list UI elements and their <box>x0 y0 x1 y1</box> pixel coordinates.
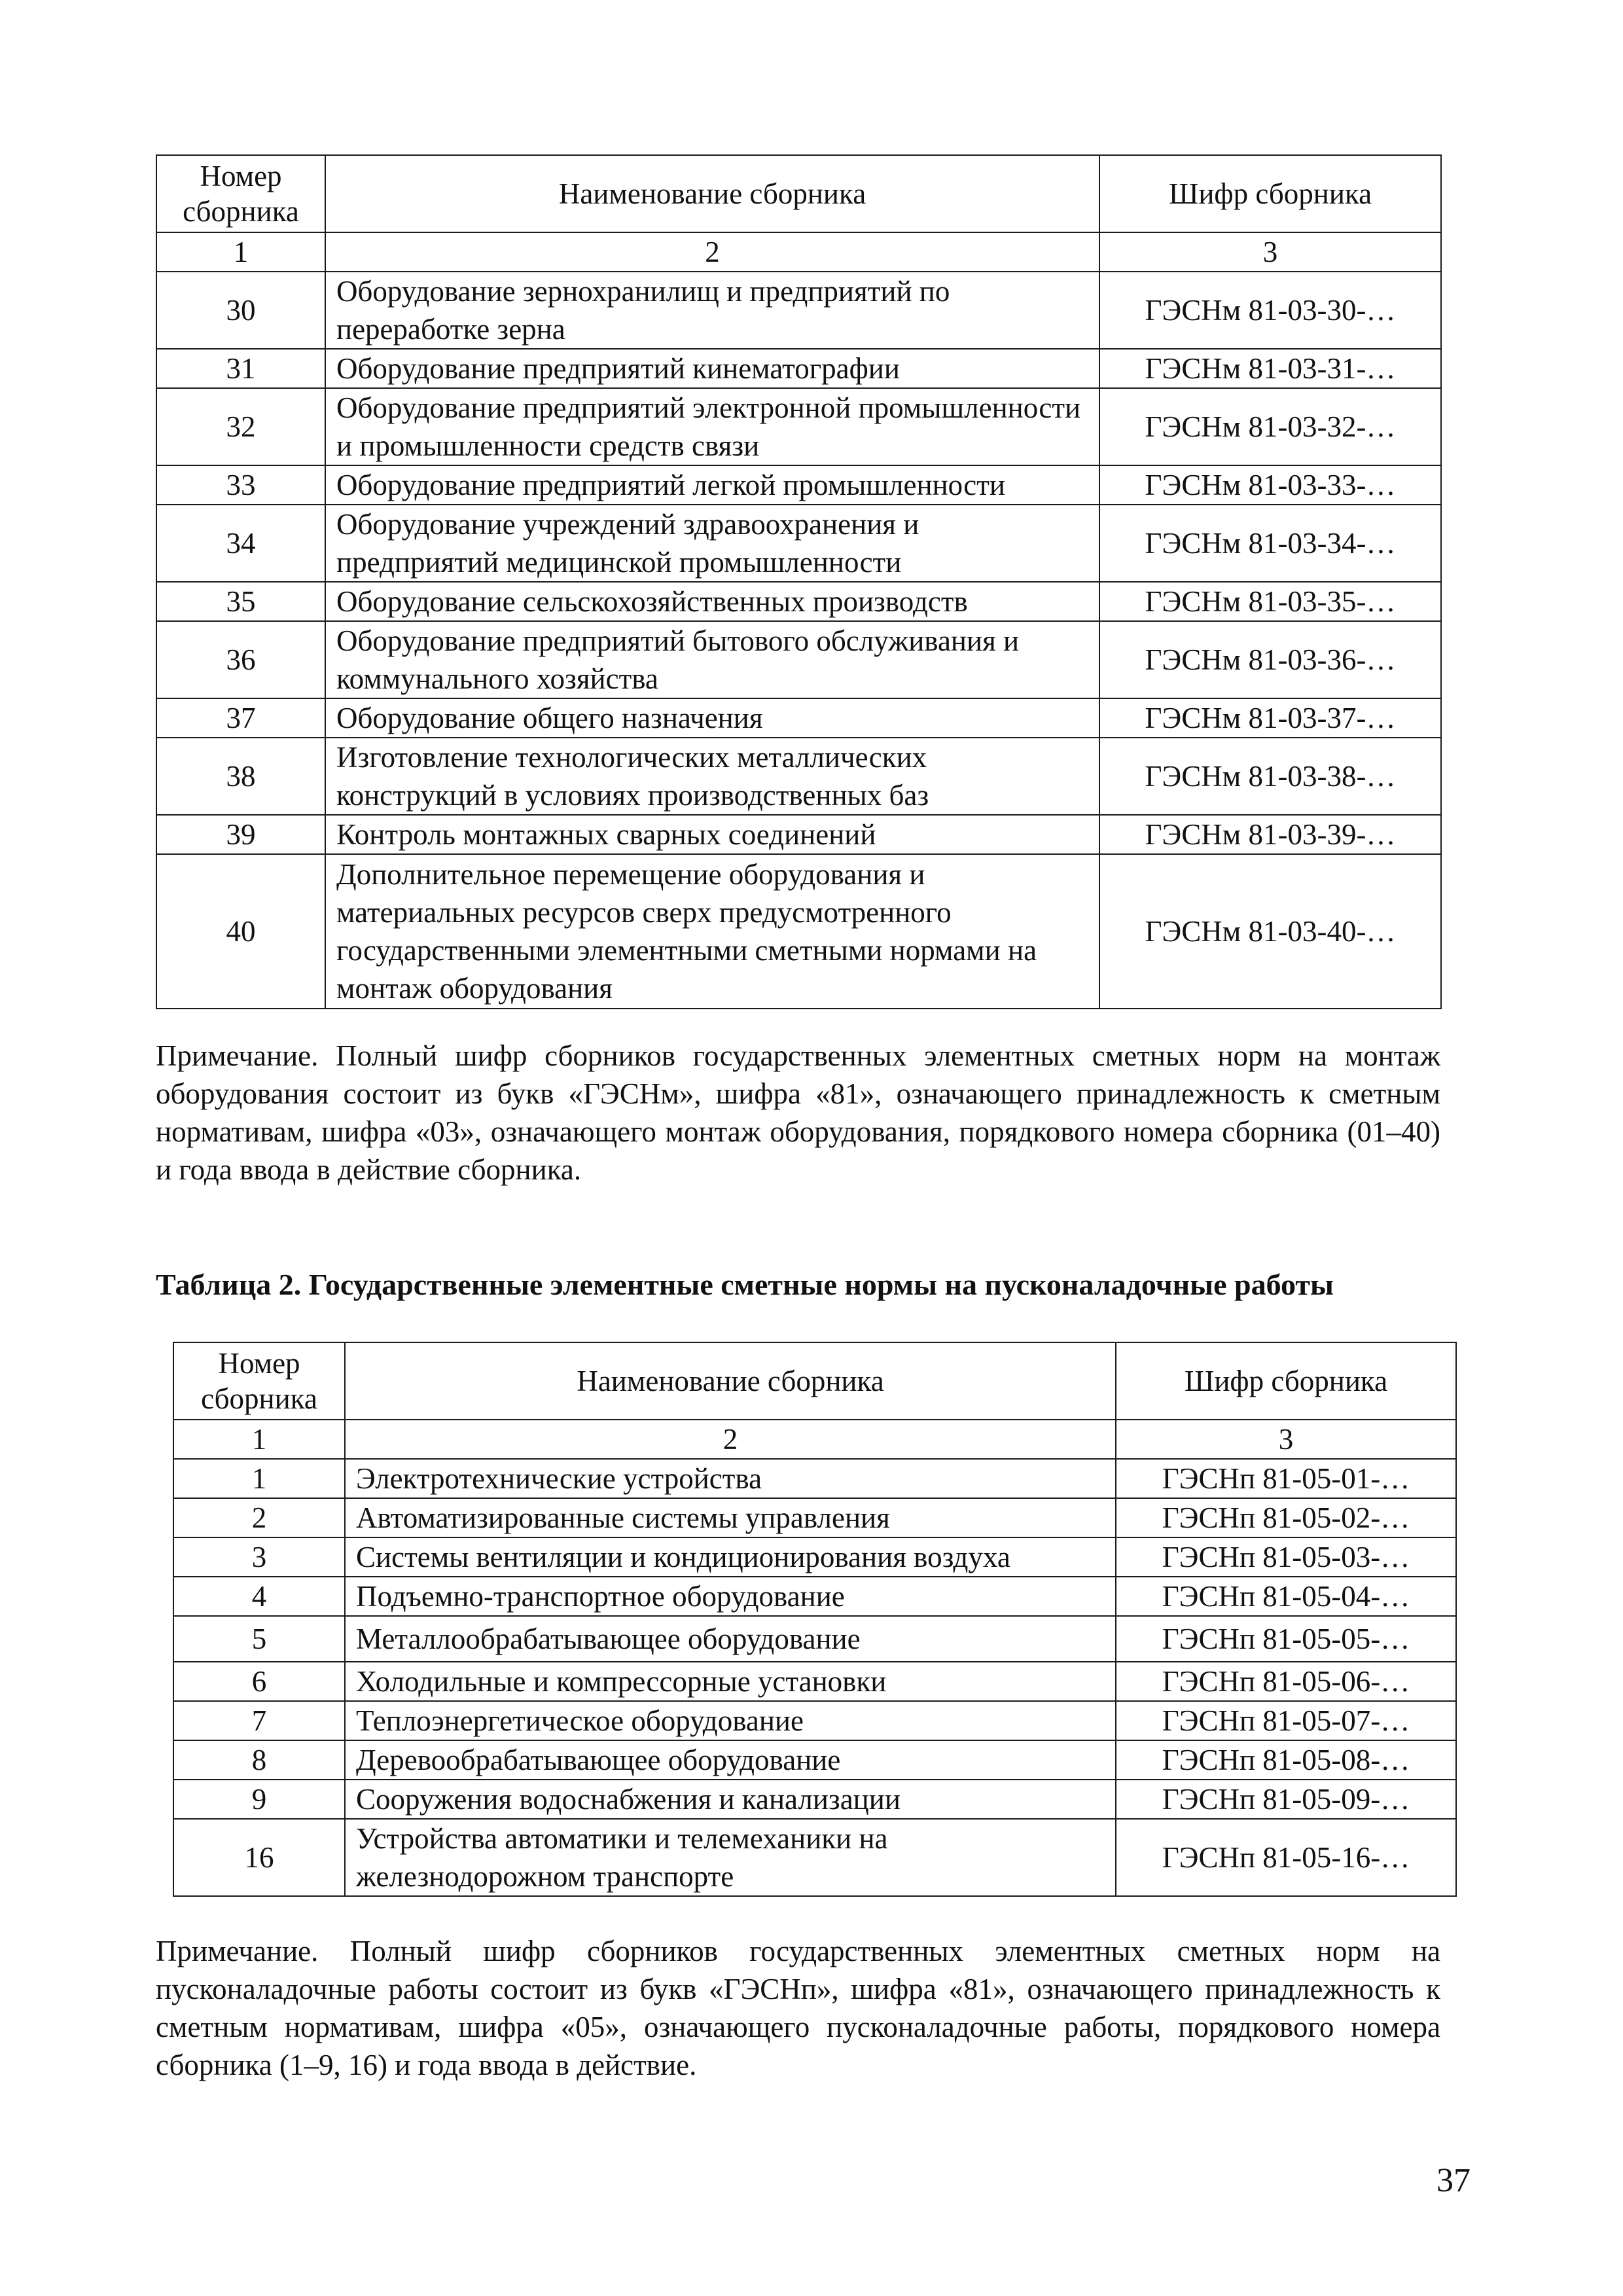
table-row <box>156 854 1441 1009</box>
row-code: ГЭСНп 81-05-01-… <box>1116 1459 1456 1498</box>
header-number: Номер сборника <box>156 155 325 232</box>
row-name: Автоматизированные системы управления <box>345 1498 1116 1537</box>
row-number: 31 <box>156 349 325 388</box>
table-equipment-installation <box>156 154 1442 1009</box>
row-name: Системы вентиляции и кондиционирования воздуха <box>345 1537 1116 1577</box>
row-code: ГЭСНп 81-05-06-… <box>1116 1662 1456 1701</box>
row-code: ГЭСНм 81-03-36-… <box>1099 621 1441 698</box>
table2-caption: Таблица 2. Государственные элементные сметные нормы на пусконаладочные работы <box>156 1268 1334 1301</box>
row-code: ГЭСНп 81-05-08-… <box>1116 1740 1456 1780</box>
row-name: Сооружения водоснабжения и канализации <box>345 1780 1116 1819</box>
row-number: 40 <box>156 854 325 1009</box>
row-code: ГЭСНм 81-03-35-… <box>1099 582 1441 621</box>
row-name: Оборудование предприятий бытового обслуживания и коммунального хозяйства <box>325 621 1099 698</box>
page-number: 37 <box>1436 2162 1471 2199</box>
table-row <box>156 465 1441 505</box>
row-code: ГЭСНм 81-03-32-… <box>1099 388 1441 465</box>
row-code: ГЭСНм 81-03-40-… <box>1099 854 1441 1009</box>
table-commissioning <box>173 1342 1457 1897</box>
table-row <box>173 1740 1456 1780</box>
row-number: 4 <box>173 1577 345 1616</box>
row-number: 3 <box>173 1537 345 1577</box>
row-name: Металлообрабатывающее оборудование <box>345 1616 1116 1662</box>
row-number: 33 <box>156 465 325 505</box>
header-name: Наименование сборника <box>345 1342 1116 1420</box>
row-number: 9 <box>173 1780 345 1819</box>
row-number: 6 <box>173 1662 345 1701</box>
row-code: ГЭСНп 81-05-02-… <box>1116 1498 1456 1537</box>
index-cell: 2 <box>325 232 1099 272</box>
row-code: ГЭСНм 81-03-39-… <box>1099 815 1441 854</box>
row-name: Оборудование предприятий кинематографии <box>325 349 1099 388</box>
row-name: Электротехнические устройства <box>345 1459 1116 1498</box>
table-row <box>173 1780 1456 1819</box>
index-cell: 3 <box>1099 232 1441 272</box>
row-name: Оборудование предприятий электронной промышленности и промышленности средств связи <box>325 388 1099 465</box>
row-number: 39 <box>156 815 325 854</box>
header-number: Номер сборника <box>173 1342 345 1420</box>
row-number: 38 <box>156 738 325 815</box>
note-text-block <box>156 1037 1440 1189</box>
table-row <box>156 505 1441 582</box>
row-number: 16 <box>173 1819 345 1896</box>
table-row <box>173 1616 1456 1662</box>
table-row <box>173 1701 1456 1740</box>
table-row <box>156 738 1441 815</box>
table-row <box>173 1819 1456 1896</box>
row-name: Подъемно-транспортное оборудование <box>345 1577 1116 1616</box>
note-table1 <box>156 1037 1440 1233</box>
table-row <box>156 272 1441 349</box>
row-name: Холодильные и компрессорные установки <box>345 1662 1116 1701</box>
note-text: Полный шифр сборников государственных элементных сметных норм на монтаж оборудования состоит из букв «ГЭСНм», шифра «81», означающего принадлежность к сметным нормативам, шифра «03», означающего монтаж оборудования, порядкового номера сборника (01–40) и года ввода в действие сборника. <box>156 1039 1440 1186</box>
note-label: Примечание. <box>156 1935 319 1967</box>
row-number: 5 <box>173 1616 345 1662</box>
row-code: ГЭСНм 81-03-31-… <box>1099 349 1441 388</box>
row-code: ГЭСНп 81-05-05-… <box>1116 1616 1456 1662</box>
row-number: 1 <box>173 1459 345 1498</box>
table-row <box>173 1459 1456 1498</box>
row-code: ГЭСНм 81-03-34-… <box>1099 505 1441 582</box>
row-code: ГЭСНм 81-03-30-… <box>1099 272 1441 349</box>
row-name: Оборудование учреждений здравоохранения и предприятий медицинской промышленности <box>325 505 1099 582</box>
row-code: ГЭСНп 81-05-16-… <box>1116 1819 1456 1896</box>
table-row <box>156 388 1441 465</box>
table-row <box>173 1537 1456 1577</box>
note-text: Полный шифр сборников государственных элементных сметных норм на пусконаладочные работы состоит из букв «ГЭСНп», шифра «81», означающего принадлежность к сметным нормативам, шифра «05», означающего пусконаладочные работы, порядкового номера сборника (1–9, 16) и года ввода в действие. <box>156 1935 1441 2081</box>
row-number: 30 <box>156 272 325 349</box>
table-row <box>156 698 1441 738</box>
row-name: Оборудование сельскохозяйственных производств <box>325 582 1099 621</box>
header-code: Шифр сборника <box>1099 155 1441 232</box>
row-number: 8 <box>173 1740 345 1780</box>
row-code: ГЭСНп 81-05-04-… <box>1116 1577 1456 1616</box>
table-row <box>156 349 1441 388</box>
table-row <box>156 582 1441 621</box>
row-code: ГЭСНп 81-05-03-… <box>1116 1537 1456 1577</box>
row-number: 35 <box>156 582 325 621</box>
header-name: Наименование сборника <box>325 155 1099 232</box>
row-code: ГЭСНп 81-05-09-… <box>1116 1780 1456 1819</box>
row-name: Оборудование зернохранилищ и предприятий по переработке зерна <box>325 272 1099 349</box>
table-row <box>173 1498 1456 1537</box>
row-number: 36 <box>156 621 325 698</box>
row-number: 2 <box>173 1498 345 1537</box>
note-label: Примечание. <box>156 1039 319 1072</box>
table-row <box>156 815 1441 854</box>
row-name: Устройства автоматики и телемеханики на железнодорожном транспорте <box>345 1819 1116 1896</box>
row-number: 32 <box>156 388 325 465</box>
row-name: Дополнительное перемещение оборудования и материальных ресурсов сверх предусмотренного государственными элементными сметными нормами на монтаж оборудования <box>325 854 1099 1009</box>
index-cell: 1 <box>156 232 325 272</box>
table-row <box>173 1577 1456 1616</box>
row-name: Контроль монтажных сварных соединений <box>325 815 1099 854</box>
index-cell: 1 <box>173 1420 345 1459</box>
row-code: ГЭСНм 81-03-33-… <box>1099 465 1441 505</box>
row-code: ГЭСНп 81-05-07-… <box>1116 1701 1456 1740</box>
row-name: Изготовление технологических металлических конструкций в условиях производственных баз <box>325 738 1099 815</box>
index-cell: 2 <box>345 1420 1116 1459</box>
note-table2 <box>156 1932 1440 2128</box>
row-code: ГЭСНм 81-03-37-… <box>1099 698 1441 738</box>
row-name: Оборудование предприятий легкой промышленности <box>325 465 1099 505</box>
row-name: Деревообрабатывающее оборудование <box>345 1740 1116 1780</box>
table-row <box>173 1662 1456 1701</box>
row-number: 7 <box>173 1701 345 1740</box>
index-cell: 3 <box>1116 1420 1456 1459</box>
row-number: 34 <box>156 505 325 582</box>
row-name: Оборудование общего назначения <box>325 698 1099 738</box>
table-row <box>156 621 1441 698</box>
note-text-block <box>156 1932 1440 2084</box>
row-code: ГЭСНм 81-03-38-… <box>1099 738 1441 815</box>
row-name: Теплоэнергетическое оборудование <box>345 1701 1116 1740</box>
header-code: Шифр сборника <box>1116 1342 1456 1420</box>
row-number: 37 <box>156 698 325 738</box>
